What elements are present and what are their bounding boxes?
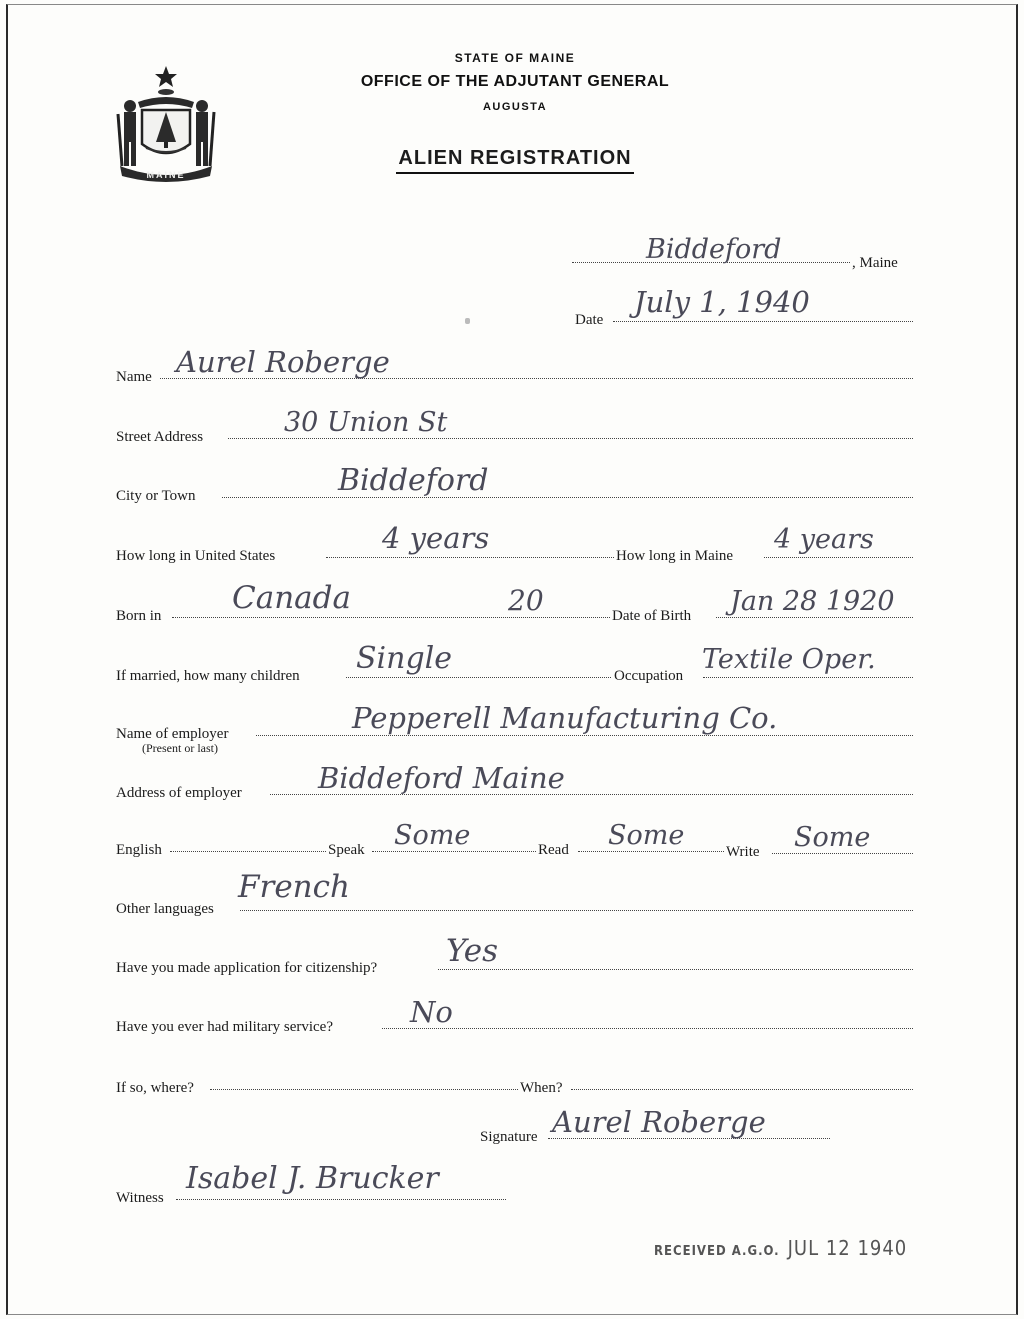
office-heading: OFFICE OF THE ADJUTANT GENERAL bbox=[360, 73, 670, 90]
street-address-label: Street Address bbox=[116, 429, 204, 445]
seal-text: MAINE bbox=[146, 170, 186, 180]
occupation-label: Occupation bbox=[614, 668, 684, 684]
write-value[interactable]: Some bbox=[794, 822, 871, 853]
employer-address-label: Address of employer bbox=[116, 785, 242, 801]
street-address-line bbox=[228, 438, 913, 439]
date-of-birth-label: Date of Birth bbox=[612, 608, 692, 624]
english-label: English bbox=[116, 842, 162, 858]
form-title: ALIEN REGISTRATION bbox=[396, 147, 633, 174]
if-so-where-label: If so, where? bbox=[116, 1080, 194, 1096]
read-value[interactable]: Some bbox=[608, 820, 685, 851]
state-heading: STATE OF MAINE bbox=[454, 51, 576, 65]
military-line bbox=[382, 1028, 913, 1029]
read-line bbox=[578, 851, 724, 852]
citizenship-label: Have you made application for citizenship? bbox=[116, 960, 378, 976]
citizenship-value[interactable]: Yes bbox=[446, 933, 499, 969]
born-in-label: Born in bbox=[116, 608, 162, 624]
date-value[interactable]: July 1, 1940 bbox=[634, 285, 810, 319]
received-stamp bbox=[654, 1236, 907, 1260]
write-label: Write bbox=[726, 844, 760, 860]
other-languages-line bbox=[240, 910, 913, 911]
date-of-birth-value[interactable]: Jan 28 1920 bbox=[730, 586, 895, 617]
paper-mark bbox=[465, 318, 470, 324]
born-in-value[interactable]: Canada bbox=[232, 580, 351, 616]
military-value[interactable]: No bbox=[410, 995, 453, 1029]
street-address-value[interactable]: 30 Union St bbox=[284, 407, 448, 438]
other-languages-label: Other languages bbox=[116, 901, 214, 917]
signature-value[interactable]: Aurel Roberge bbox=[552, 1105, 766, 1139]
date-of-birth-line bbox=[716, 617, 913, 618]
how-long-maine-value[interactable]: 4 years bbox=[774, 524, 874, 555]
when-line bbox=[571, 1089, 913, 1090]
maine-label: , Maine bbox=[852, 255, 898, 271]
children-value[interactable]: Single bbox=[356, 641, 453, 676]
employer-name-sublabel: (Present or last) bbox=[142, 741, 218, 755]
employer-name-value[interactable]: Pepperell Manufacturing Co. bbox=[352, 701, 778, 735]
how-long-maine-line bbox=[764, 557, 913, 558]
witness-line bbox=[176, 1199, 506, 1200]
employer-name-label: Name of employer bbox=[116, 726, 229, 742]
how-long-us-line bbox=[326, 557, 614, 558]
witness-label: Witness bbox=[116, 1190, 164, 1206]
occupation-value[interactable]: Textile Oper. bbox=[702, 644, 876, 675]
children-line bbox=[346, 677, 611, 678]
employer-address-value[interactable]: Biddeford Maine bbox=[318, 761, 565, 795]
other-languages-value[interactable]: French bbox=[238, 869, 350, 905]
city-label: City or Town bbox=[116, 488, 196, 504]
date-line bbox=[613, 321, 913, 322]
speak-value[interactable]: Some bbox=[394, 820, 471, 851]
town-value[interactable]: Biddeford bbox=[646, 234, 782, 265]
speak-line bbox=[372, 851, 536, 852]
city-line bbox=[222, 497, 913, 498]
city-value[interactable]: Biddeford bbox=[338, 463, 489, 498]
citizenship-line bbox=[438, 969, 913, 970]
employer-name-line bbox=[256, 735, 913, 736]
age-value[interactable]: 20 bbox=[508, 584, 544, 617]
how-long-us-label: How long in United States bbox=[116, 548, 276, 564]
name-label: Name bbox=[116, 369, 152, 385]
military-label: Have you ever had military service? bbox=[116, 1019, 333, 1035]
received-stamp-label: RECEIVED A.G.O. bbox=[654, 1244, 780, 1259]
speak-label: Speak bbox=[328, 842, 365, 858]
signature-label: Signature bbox=[480, 1129, 538, 1145]
read-label: Read bbox=[538, 842, 569, 858]
received-stamp-date: JUL 12 1940 bbox=[787, 1236, 908, 1260]
occupation-line bbox=[703, 677, 913, 678]
write-line bbox=[772, 853, 913, 854]
children-label: If married, how many children bbox=[116, 668, 300, 684]
how-long-maine-label: How long in Maine bbox=[616, 548, 734, 564]
if-so-where-line bbox=[210, 1089, 518, 1090]
how-long-us-value[interactable]: 4 years bbox=[382, 521, 490, 555]
when-label: When? bbox=[520, 1080, 563, 1096]
city-heading: AUGUSTA bbox=[482, 101, 548, 113]
date-label: Date bbox=[575, 312, 604, 328]
maine-state-seal-icon bbox=[110, 62, 222, 186]
witness-value[interactable]: Isabel J. Brucker bbox=[186, 1161, 439, 1196]
name-value[interactable]: Aurel Roberge bbox=[176, 345, 390, 379]
born-in-line bbox=[172, 617, 610, 618]
english-line bbox=[170, 851, 326, 852]
